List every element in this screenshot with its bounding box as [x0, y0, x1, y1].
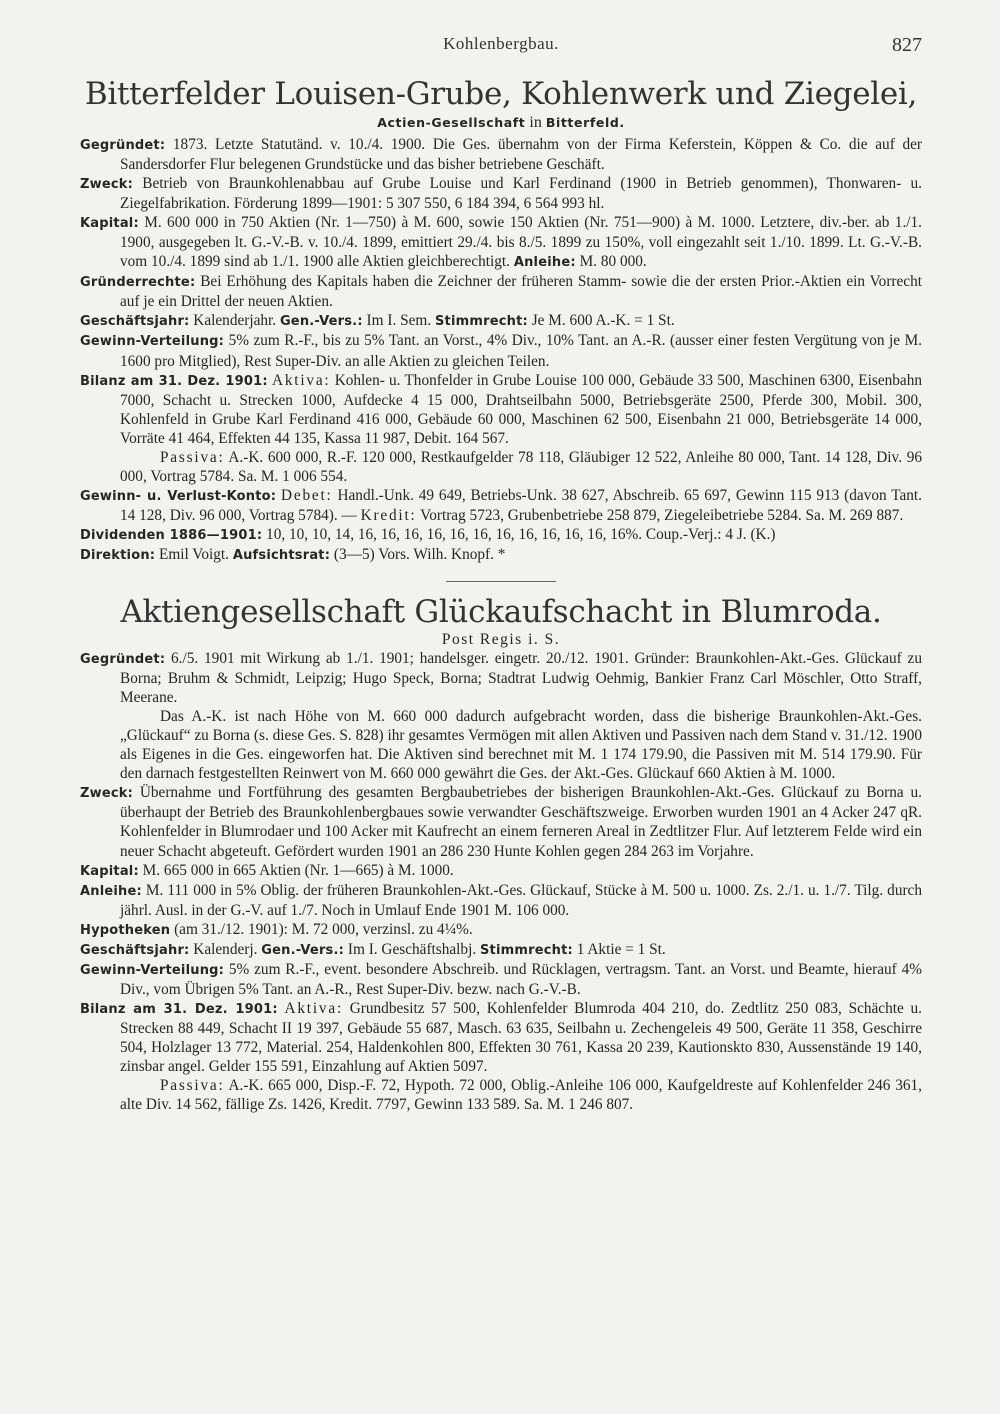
c1-gruenderrechte: Gründerrechte: Bei Erhöhung des Kapitals haben die Zeichner der früheren Stamm- sowie die der ersten Prior.-Aktien ein Vorrecht auf je ein Drittel der neuen Aktien.: [80, 273, 922, 311]
c1-gewinn-verteilung: Gewinn-Verteilung: 5% zum R.-F., bis zu 5% Tant. an Vorst., 4% Div., 10% Tant. an A.-R. (ausser einer festen Vergütung von je M. 1600 pro Mitglied), Rest Super-Div. an alle Aktien zu gleichen Teilen.: [80, 332, 922, 370]
company2-title: Aktiengesellschaft Glückaufschacht in Blumroda.: [120, 594, 882, 631]
company1-subtitle: [80, 113, 922, 133]
c1-direktion: Direktion: Emil Voigt. Aufsichtsrat: (3—5) Vors. Wilh. Knopf. *: [80, 545, 506, 563]
c2-hypotheken: Hypotheken (am 31./12. 1901): M. 72 000, verzinsl. zu 4¼%.: [80, 920, 473, 938]
company1-subtitle-place: Bitterfeld.: [545, 115, 625, 130]
c1-geschaeftsjahr: Geschäftsjahr: Kalenderjahr. Gen.-Vers.: Im I. Sem. Stimmrecht: Je M. 600 A.-K. = 1 St.: [80, 312, 675, 330]
company1-subtitle-type: Actien-Gesellschaft: [377, 115, 526, 130]
running-header: [80, 34, 922, 58]
c1-zweck: Zweck: Betrieb von Braunkohlenabbau auf Grube Louise und Karl Ferdinand (1900 in Betrieb genommen), Thonwaren- u. Ziegelfabrikation. Förderung 1899—1901: 5 307 550, 6 184 394, 6 564 993 hl.: [80, 175, 922, 213]
c2-anleihe: Anleihe: M. 111 000 in 5% Oblig. der früheren Braunkohlen-Akt.-Ges. Glückauf, Stücke à M. 500 u. 1000. Zs. 2./1. u. 1./7. Tilg. durch jährl. Ausl. in der G.-V. auf 1./7. Noch in Umlauf Ende 1901 M. 106 000.: [80, 881, 922, 919]
c1-bilanz-aktiva: Bilanz am 31. Dez. 1901: Aktiva: Kohlen- u. Thonfelder in Grube Louise 100 000, Gebäude 33 500, Maschinen 6300, Eisenbahn 7000, Schacht u. Strecken 1000, Aufdecke 4 15 000, Drahtseilbahn 5000, Betriebsgeräte 2500, Pferde 300, Mobil. 300, Kohlenfeld in Grube Karl Ferdinand 416 000, Gebäude 60 000, Maschinen 62 500, Eisenbahn 21 000, Betriebsgeräte 14 000, Vorräte 41 464, Effekten 44 135, Kassa 11 987, Debit. 164 567.: [80, 371, 922, 447]
page-number: 827: [892, 34, 922, 56]
c2-gewinn-verteilung: Gewinn-Verteilung: 5% zum R.-F., event. besondere Abschreib. und Rücklagen, vertragsm. Tant. an Vorst. und Beamte, hierauf 4% Div., vom Übrigen 5% Tant. an A.-R., Rest Super-Div. bezw. nach G.-V.-B.: [80, 960, 922, 998]
company1-subtitle-in: in: [529, 114, 542, 131]
c1-dividenden: Dividenden 1886—1901: 10, 10, 10, 14, 16, 16, 16, 16, 16, 16, 16, 16, 16, 16, 16, 16%. Coup.-Verj.: 4 J. (K.): [80, 525, 776, 543]
c2-bilanz-aktiva: Bilanz am 31. Dez. 1901: Aktiva: Grundbesitz 57 500, Kohlenfelder Blumroda 404 210, do. Zedtlitz 250 083, Schächte u. Strecken 88 449, Schacht II 19 397, Gebäude 55 687, Masch. 63 635, Seilbahn u. Zechengeleis 49 500, Geräte 11 358, Geschirre 504, Holzlager 13 772, Material. 254, Haldenkohlen 800, Effekten 30 761, Kassa 20 239, Kautionskto 830, Aussenstände 19 140, zinsbar angel. Gelder 155 591, Einzahlung auf Aktien 5097.: [80, 999, 922, 1076]
c1-kapital: Kapital: M. 600 000 in 750 Aktien (Nr. 1—750) à M. 600, sowie 150 Aktien (Nr. 751—900) à M. 1000. Letztere, div.-ber. ab 1./1. 1900, ausgegeben lt. G.-V.-B. v. 10./4. 1899, emittiert 29./4. bis 8./5. 1899 zu 150%, voll eingezahlt seit 1./10. 1899. Lt. G.-V.-B. vom 10./4. 1899 sind ab 1./1. 1900 alle Aktien gleichberechtigt. Anleihe: M. 80 000.: [80, 214, 922, 271]
page-content: [80, 76, 922, 1114]
c2-zweck: Zweck: Übernahme und Fortführung des gesamten Bergbaubetriebes der bisherigen Braunkohlen-Akt.-Ges. Glückauf zu Borna u. überhaupt der Betrieb des Braunkohlenbergbaues sowie verwandter Geschäftszweige. Erworben wurden 1901 an 4 Acker 247 qR. Kohlenfelder in Blumrodaer und 100 Acker mit Kaufrecht an einem ferneren Areal in Zedtlitzer Flur. Auf letzterem Felde wird ein neuer Schacht abgeteuft. Gefördert wurden 1901 an 286 230 Hunte Kohlen gegen 284 263 im Vorjahre.: [80, 784, 922, 860]
c1-bilanz-passiva: Passiva: A.-K. 600 000, R.-F. 120 000, Restkaufgelder 78 118, Gläubiger 12 522, Anleihe 80 000, Tant. 14 128, Div. 96 000, Vortrag 5784. Sa. M. 1 006 554.: [120, 448, 922, 485]
company1-title: Bitterfelder Louisen-Grube, Kohlenwerk und Ziegelei,: [84, 76, 918, 112]
section-divider: [446, 581, 556, 582]
c2-bilanz-passiva: Passiva: A.-K. 665 000, Disp.-F. 72, Hypoth. 72 000, Oblig.-Anleihe 106 000, Kaufgeldreste auf Kohlenfelder 246 361, alte Div. 14 562, fällige Zs. 1426, Kredit. 7797, Gewinn 133 589. Sa. M. 1 246 807.: [120, 1077, 922, 1114]
c1-gegruendet: Gegründet: 1873. Letzte Statutänd. v. 10./4. 1900. Die Ges. übernahm von der Firma Keferstein, Köppen & Co. die auf der Sandersdorfer Flur belegenen Grundstücke und das bisher betriebene Geschäft.: [80, 136, 922, 174]
c2-kapital: Kapital: M. 665 000 in 665 Aktien (Nr. 1—665) à M. 1000.: [80, 861, 454, 879]
c2-gegruendet: Gegründet: 6./5. 1901 mit Wirkung ab 1./1. 1901; handelsger. eingetr. 20./12. 1901. Gründer: Braunkohlen-Akt.-Ges. Glückauf zu Borna; Bruhm & Schmidt, Leipzig; Hugo Speck, Borna; Stadtrat Ludwig Oehmig, Bankier Franz Carl Möschler, Otto Straff, Meerane.: [80, 650, 922, 707]
company2-subtitle: Post Regis i. S.: [441, 631, 561, 649]
c2-geschaeftsjahr: Geschäftsjahr: Kalenderj. Gen.-Vers.: Im I. Geschäftshalbj. Stimmrecht: 1 Aktie = 1 St.: [80, 940, 666, 958]
running-header-title: Kohlenbergbau.: [443, 34, 559, 53]
c2-aktienkapital-note: Das A.-K. ist nach Höhe von M. 660 000 dadurch aufgebracht worden, dass die bisherige Braunkohlen-Akt.-Ges. „Glückauf“ zu Borna (s. diese Ges. S. 828) ihr gesamtes Vermögen mit allen Aktiven und Passiven nach dem Stand v. 31./12. 1900 als Eigenes in die Ges. eingeworfen hat. Die Aktiven sind berechnet mit M. 1 174 179.90, die Passiven mit M. 514 179.90. Für den darnach festgestellten Reinwert von M. 660 000 gewährt die Ges. der Akt.-Ges. Glückauf 660 Aktien à M. 1000.: [120, 708, 922, 783]
c1-gewinn-verlust: Gewinn- u. Verlust-Konto: Debet: Handl.-Unk. 49 649, Betriebs-Unk. 38 627, Abschreib. 65 697, Gewinn 115 913 (davon Tant. 14 128, Div. 96 000, Vortrag 5784). — Kredit: Vortrag 5723, Grubenbetriebe 258 879, Ziegeleibetriebe 5284. Sa. M. 269 887.: [80, 486, 922, 524]
